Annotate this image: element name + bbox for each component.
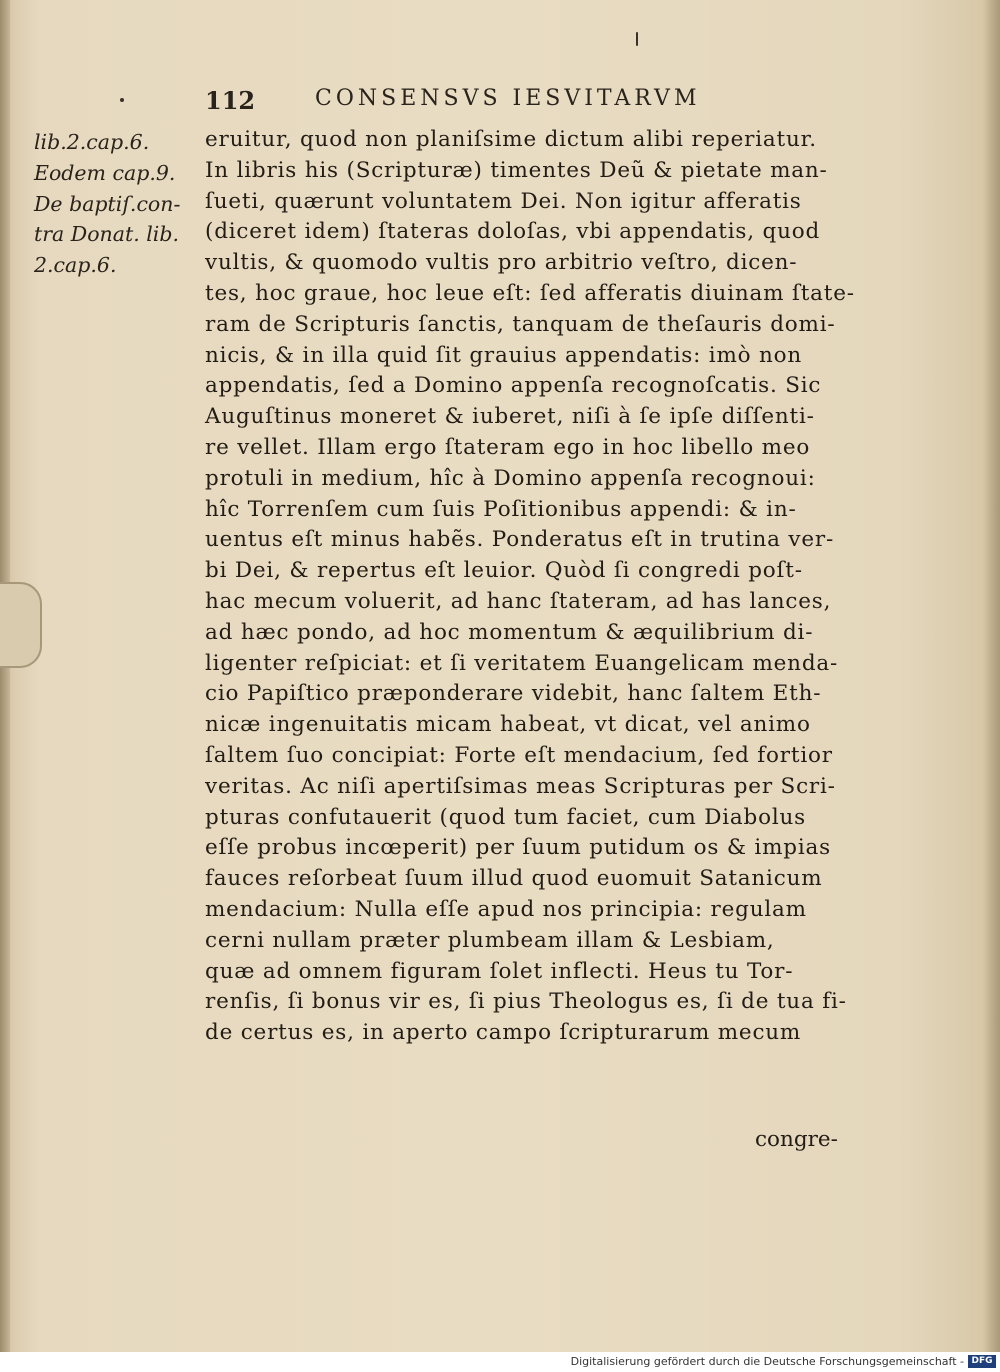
text-line: re vellet. Illam ergo ſtateram ego in hoc libello meo xyxy=(205,434,811,460)
text-line: cerni nullam præter plumbeam illam & Lesbiam, xyxy=(205,927,775,953)
text-line: eruitur, quod non planiſsime dictum alibi reperiatur. xyxy=(205,127,817,152)
margin-notes xyxy=(34,127,202,281)
margin-note: lib.2.cap.6. xyxy=(34,130,150,154)
text-line: hac mecum voluerit, ad hanc ſtateram, ad has lances, xyxy=(205,588,832,614)
digitization-credit: Digitalisierung gefördert durch die Deutsche Forschungsgemeinschaft - xyxy=(570,1355,964,1368)
page-clip xyxy=(0,582,42,668)
text-line: (diceret idem) ſtateras doloſas, vbi appendatis, quod xyxy=(205,219,821,245)
text-line: bi Dei, & repertus eſt leuior. Quòd ſi congredi poſt- xyxy=(205,558,803,584)
text-line: ſaltem ſuo concipiat: Forte eſt mendacium, ſed fortior xyxy=(205,742,833,768)
running-head: CONSENSVS IESVITARVM xyxy=(315,86,701,111)
text-line: vultis, & quomodo vultis pro arbitrio veſtro, dicen- xyxy=(205,250,798,276)
margin-note: tra Donat. lib. xyxy=(34,222,180,247)
margin-note: 2.cap.6. xyxy=(34,253,117,278)
text-line: mendacium: Nulla eſſe apud nos principia: regulam xyxy=(205,896,807,922)
margin-note: De baptiſ.con- xyxy=(34,191,181,216)
text-line: renſis, ſi bonus vir es, ſi pius Theologus es, ſi de tua fi- xyxy=(205,989,847,1015)
text-line: quæ ad omnem figuram ſolet inflecti. Heus tu Tor- xyxy=(205,958,794,984)
dfg-logo: DFG xyxy=(968,1355,996,1368)
text-line: pturas confutauerit (quod tum faciet, cum Diabolus xyxy=(205,804,806,830)
text-line: fauces reſorbeat ſuum illud quod euomuit Satanicum xyxy=(205,866,823,892)
margin-note: Eodem cap.9. xyxy=(34,160,176,185)
text-line: de certus es, in aperto campo ſcripturarum mecum xyxy=(205,1020,802,1046)
text-line: appendatis, ſed a Domino appenſa recognoſcatis. Sic xyxy=(205,373,822,399)
text-line: veritas. Ac niſi apertiſsimas meas Scripturas per Scri- xyxy=(205,773,836,799)
ink-speck xyxy=(120,98,124,102)
text-line: In libris his (Scripturæ) timentes Deũ & pietate man- xyxy=(205,157,828,183)
text-line: eſſe probus incœperit) per ſuum putidum os & impias xyxy=(205,835,831,861)
binding-edge xyxy=(0,0,10,1352)
page-number: 112 xyxy=(205,86,256,115)
text-line: ligenter reſpiciat: et ſi veritatem Euangelicam menda- xyxy=(205,650,839,676)
ink-speck xyxy=(636,32,638,46)
text-line: ram de Scripturis ſanctis, tanquam de theſauris domi- xyxy=(205,311,836,337)
body-text xyxy=(205,125,865,1049)
page-right-edge xyxy=(982,0,1000,1352)
text-line: tes, hoc graue, hoc leue eſt: ſed afferatis diuinam ſtate- xyxy=(205,280,855,306)
text-line: cio Papiſtico præponderare videbit, hanc ſaltem Eth- xyxy=(205,681,822,707)
text-line: hîc Torrenſem cum ſuis Poſitionibus appendi: & in- xyxy=(205,496,797,522)
text-line: protuli in medium, hîc à Domino appenſa recognoui: xyxy=(205,465,816,491)
text-line: Auguſtinus moneret & iuberet, niſi à ſe ipſe diſſenti- xyxy=(205,404,815,430)
text-line: ſueti, quærunt voluntatem Dei. Non igitur afferatis xyxy=(205,188,802,214)
text-line: uentus eſt minus habẽs. Ponderatus eſt in trutina ver- xyxy=(205,527,835,553)
text-line: nicæ ingenuitatis micam habeat, vt dicat, vel animo xyxy=(205,712,811,738)
text-line: nicis, & in illa quid ſit grauius appendatis: imò non xyxy=(205,342,803,368)
text-line: ad hæc pondo, ad hoc momentum & æquilibrium di- xyxy=(205,619,814,645)
catchword: congre- xyxy=(755,1127,838,1152)
